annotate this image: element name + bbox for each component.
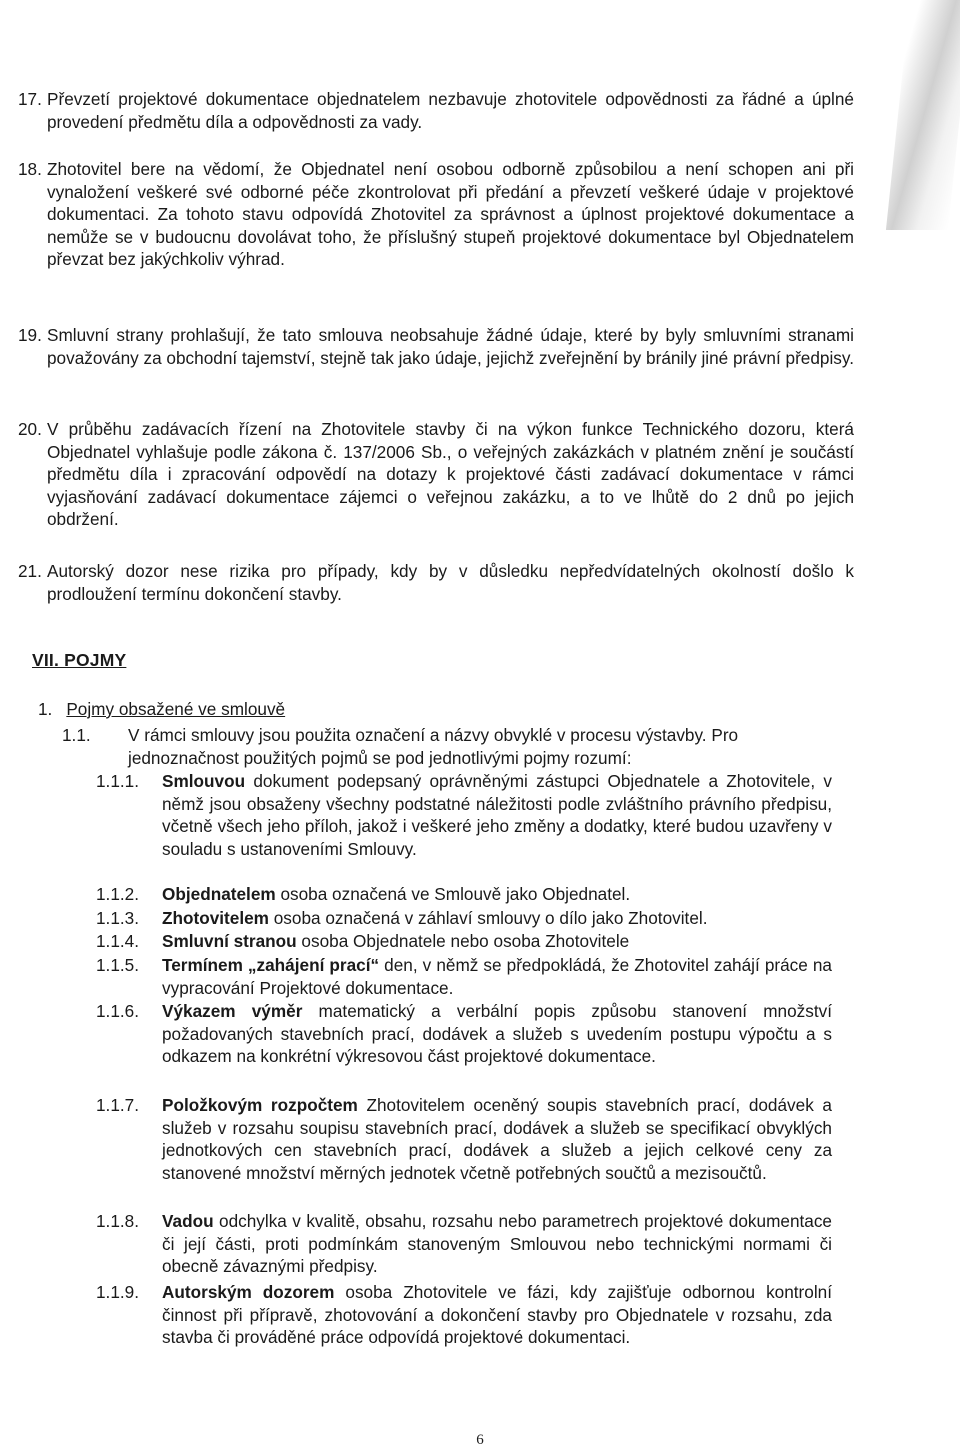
definition-term: Autorským dozorem (162, 1282, 335, 1302)
definition-number: 1.1.6. (96, 1001, 140, 1021)
definition-number: 1.1.7. (96, 1095, 140, 1115)
definition-1-1-2 (96, 883, 832, 906)
definition-text: matematický a verbální popis způsobu stanovení množství požadovaných stavebních prací, dodávek a služeb s uvedením postupu výpočtu a s odkazem na konkrétní výkresovou část projektové dokumentace. (162, 1001, 833, 1066)
definition-term: Smlouvou (162, 771, 246, 791)
definition-text: dokument podepsaný oprávněnými zástupci Objednatele a Zhotovitele, v němž jsou obsaženy všechny podstatné náležitosti podle zvláštního právního předpisu, včetně všech jeho příloh, jakož i veškeré jeho změny a dodatky, které budou uzavřeny v souladu s ustanoveními Smlouvy. (162, 771, 832, 859)
clause-number: 21. (18, 561, 42, 581)
subsection-text: V rámci smlouvy jsou použita označení a názvy obvyklé v procesu výstavby. Pro jednoznačnost použitých pojmů se pod jednotlivými pojmy rozumí: (128, 725, 739, 768)
definition-1-1-3 (96, 907, 832, 930)
section-heading: VII. POJMY (32, 650, 127, 670)
definition-text: osoba označená ve Smlouvě jako Objednatel. (275, 884, 631, 904)
clause-text: Zhotovitel bere na vědomí, že Objednatel není osobou odborně způsobilou a není schopen ani při vynaložení veškeré své odborné péče zkontrolovat při předání a převzetí veškeré údaje v projektové dokumentaci. Za tohoto stavu odpovídá Zhotovitel za správnost a úplnost projektové dokumentace a nemůže se v budoucnu dovolávat toho, že příslušný stupeň projektové dokumentace byl Objednatelem převzat bez jakýchkoliv výhrad. (47, 159, 854, 269)
definition-term: Vadou (162, 1211, 214, 1231)
definition-text: osoba Zhotovitele ve fázi, kdy zajišťuje odbornou kontrolní činnost při přípravě, zhotovování a dokončení stavby pro Objednatele v rozsahu, zda stavba či prováděné práce odpovídá projektové dokumentaci. (162, 1282, 832, 1347)
clause-17 (18, 88, 854, 133)
clause-21 (18, 560, 854, 605)
definition-number: 1.1.3. (96, 908, 140, 928)
definition-text: osoba Objednatele nebo osoba Zhotovitele (296, 931, 630, 951)
definition-term: Výkazem výměr (162, 1001, 303, 1021)
definition-term: Zhotovitelem (162, 908, 269, 928)
subsection-number: 1.1. (62, 725, 91, 745)
clause-text: Převzetí projektové dokumentace objednatelem nezbavuje zhotovitele odpovědnosti za řádné a úplné provedení předmětu díla a odpovědnosti za vady. (47, 89, 854, 132)
definition-1-1-4 (96, 930, 832, 953)
clause-number: 20. (18, 419, 42, 439)
subsection-1-1 (62, 724, 832, 769)
definition-number: 1.1.9. (96, 1282, 140, 1302)
definition-number: 1.1.1. (96, 771, 140, 791)
definition-term: Termínem „zahájení prací“ (162, 955, 380, 975)
definition-text: Zhotovitelem oceněný soupis stavebních prací, dodávek a služeb v rozsahu soupisu stavebních prací, dodávek a služeb se specifikací obvyklých jednotkových cen stavebních prací, dodávek a služeb a jejich celkové ceny za stanovené množství měrných jednotek včetně potřebných součtů a mezisoučtů. (162, 1095, 832, 1183)
clause-18 (18, 158, 854, 271)
definition-1-1-5 (96, 954, 832, 999)
definition-term: Objednatelem (162, 884, 276, 904)
clause-number: 18. (18, 159, 42, 179)
definition-1-1-9 (96, 1281, 832, 1349)
definition-term: Smluvní stranou (162, 931, 297, 951)
definition-1-1-8 (96, 1210, 832, 1278)
scan-shadow (886, 0, 960, 230)
clause-19 (18, 324, 854, 369)
definition-text: osoba označená v záhlaví smlouvy o dílo jako Zhotovitel. (268, 908, 708, 928)
subsection-label: Pojmy obsažené ve smlouvě (66, 699, 286, 719)
subsection-number: 1. (38, 699, 53, 719)
definition-number: 1.1.4. (96, 931, 140, 951)
definition-text: den, v němž se předpokládá, že Zhotovitel zahájí práce na vypracování Projektové dokumentace. (162, 955, 832, 998)
definition-text: odchylka v kvalitě, obsahu, rozsahu nebo parametrech projektové dokumentace či její části, proti podmínkám stanoveným Smlouvou nebo technickými normami či obecně závaznými předpisy. (162, 1211, 832, 1276)
definition-1-1-6 (96, 1000, 832, 1068)
definition-number: 1.1.5. (96, 955, 140, 975)
definition-1-1-1 (96, 770, 832, 860)
clause-text: V průběhu zadávacích řízení na Zhotovitele stavby či na výkon funkce Technického dozoru, která Objednatel vyhlašuje podle zákona č. 137/2006 Sb., o veřejných zakázkách v platném znění je součástí předmětu díla i zpracování odpovědí na dotazy k projektové části zadávací dokumentace v rámci vyjasňování zadávací dokumentace zájemci o veřejnou zakázku, a to ve lhůtě do 2 dnů po jejich obdržení. (47, 419, 854, 529)
definition-term: Položkovým rozpočtem (162, 1095, 358, 1115)
clause-text: Autorský dozor nese rizika pro případy, kdy by v důsledku nepředvídatelných okolností došlo k prodloužení termínu dokončení stavby. (47, 561, 854, 604)
page-number: 6 (476, 1432, 484, 1448)
clause-number: 17. (18, 89, 42, 109)
clause-number: 19. (18, 325, 42, 345)
definition-number: 1.1.2. (96, 884, 140, 904)
definition-1-1-7 (96, 1094, 832, 1184)
clause-20 (18, 418, 854, 531)
definition-number: 1.1.8. (96, 1211, 140, 1231)
clause-text: Smluvní strany prohlašují, že tato smlouva neobsahuje žádné údaje, které by byly smluvními stranami považovány za obchodní tajemství, stejně tak jako údaje, jejichž zveřejnění by bránily jiné právní předpisy. (47, 325, 854, 368)
subsection-title (38, 699, 285, 720)
